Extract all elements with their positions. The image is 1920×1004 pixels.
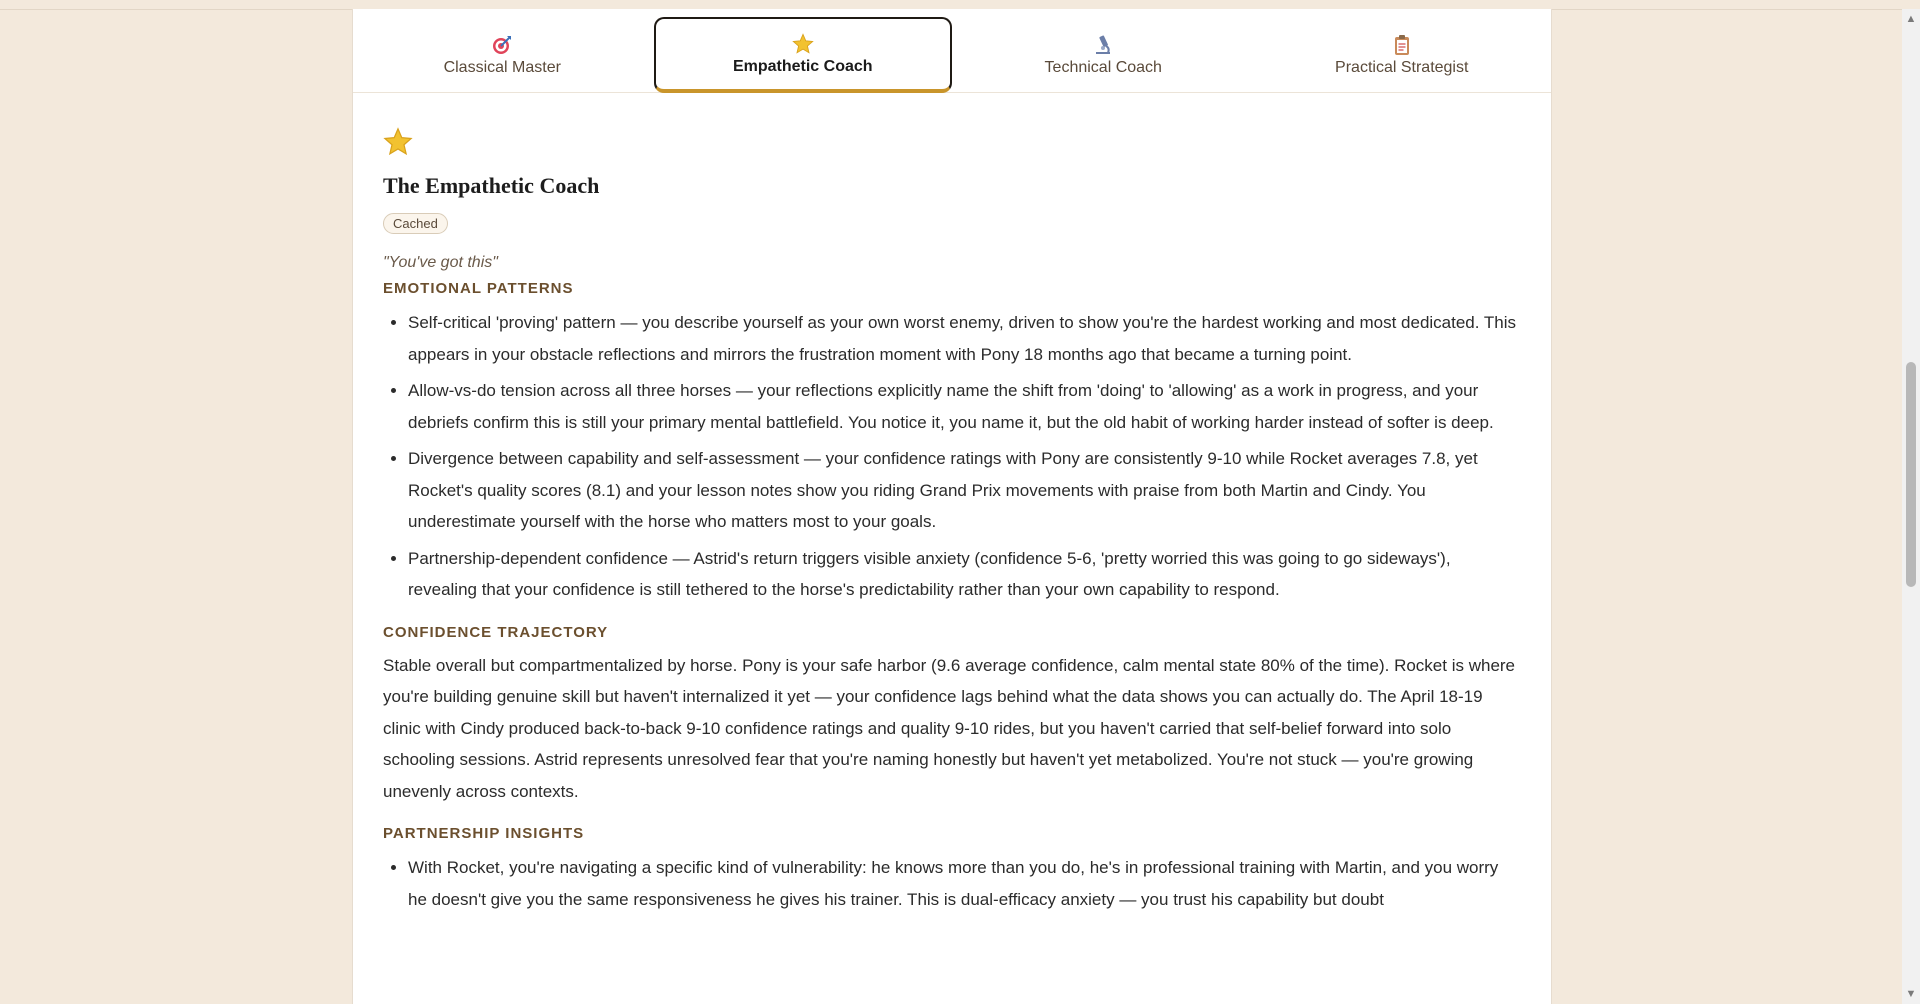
list-item: • Allow-vs-do tension across all three horses — your reflections explicitly name the shift from 'doing' to 'allowing' as a work in progress, and your debriefs confirm this is still your primary mental battlefield. You notice it, you name it, but the old habit of working harder instead of softer is deep. <box>408 375 1521 438</box>
star-icon <box>792 32 814 56</box>
tab-practical-strategist[interactable] <box>1255 17 1550 93</box>
list-item: • With Rocket, you're navigating a specific kind of vulnerability: he knows more than you do, he's in professional training with Martin, and you worry he doesn't give you the same responsiveness he gives his trainer. This is dual-efficacy anxiety — you trust his capability but doubt <box>408 852 1521 915</box>
tab-label: Technical Coach <box>1044 59 1162 76</box>
list-item: • Divergence between capability and self-assessment — your confidence ratings with Pony are consistently 9-10 while Rocket averages 7.8, yet Rocket's quality scores (8.1) and your lesson notes show you riding Grand Prix movements with praise from both Martin and Cindy. You underestimate yourself with the horse who matters most to your goals. <box>408 443 1521 538</box>
emotional-patterns-list <box>383 307 1521 606</box>
microscope-icon <box>1092 33 1114 57</box>
partnership-insights-list <box>383 852 1521 915</box>
scrollbar-thumb[interactable] <box>1906 362 1916 587</box>
tab-label: Practical Strategist <box>1335 59 1469 76</box>
cached-badge: Cached <box>383 213 448 234</box>
tab-empathetic-coach[interactable] <box>654 17 953 93</box>
target-icon <box>491 33 513 57</box>
confidence-trajectory-text: Stable overall but compartmentalized by horse. Pony is your safe harbor (9.6 average confidence, calm mental state 80% of the time). Rocket is where you're building genuine skill but haven't internalized it yet — your confidence lags behind what the data shows you can actually do. The April 18-19 clinic with Cindy produced back-to-back 9-10 confidence ratings and quality 9-10 rides, but you haven't carried that self-belief forward into solo schooling sessions. Astrid represents unresolved fear that you're naming honestly but haven't yet metabolized. You're not stuck — you're growing unevenly across contexts. <box>383 655 1516 801</box>
scroll-down-arrow-icon[interactable]: ▼ <box>1905 988 1917 1000</box>
persona-content <box>353 93 1551 915</box>
clipboard-icon <box>1392 33 1412 57</box>
list-item: • Self-critical 'proving' pattern — you describe yourself as your own worst enemy, driven to show you're the hardest working and most dedicated. This appears in your obstacle reflections and mirrors the frustration moment with Pony 18 months ago that became a turning point. <box>408 307 1521 370</box>
persona-tabs <box>353 9 1551 93</box>
section-heading-emotional-patterns: EMOTIONAL PATTERNS <box>383 280 574 297</box>
list-item: • Partnership-dependent confidence — Astrid's return triggers visible anxiety (confidence 5-6, 'pretty worried this was going to go sideways'), revealing that your confidence is still tethered to the horse's predictability rather than your own capability to respond. <box>408 543 1521 606</box>
section-heading-confidence-trajectory: CONFIDENCE TRAJECTORY <box>383 623 609 641</box>
main-panel <box>352 9 1552 1004</box>
persona-tagline: "You've got this" <box>383 254 498 271</box>
tab-technical-coach[interactable] <box>956 17 1251 93</box>
tab-classical-master[interactable] <box>355 17 650 93</box>
scroll-up-arrow-icon[interactable]: ▲ <box>1905 13 1917 25</box>
star-icon <box>383 127 1521 161</box>
tab-label: Classical Master <box>443 59 561 76</box>
persona-title: The Empathetic Coach <box>383 173 600 198</box>
section-heading-partnership-insights: PARTNERSHIP INSIGHTS <box>383 825 585 842</box>
vertical-scrollbar[interactable] <box>1902 9 1920 1004</box>
tab-label: Empathetic Coach <box>732 58 873 75</box>
